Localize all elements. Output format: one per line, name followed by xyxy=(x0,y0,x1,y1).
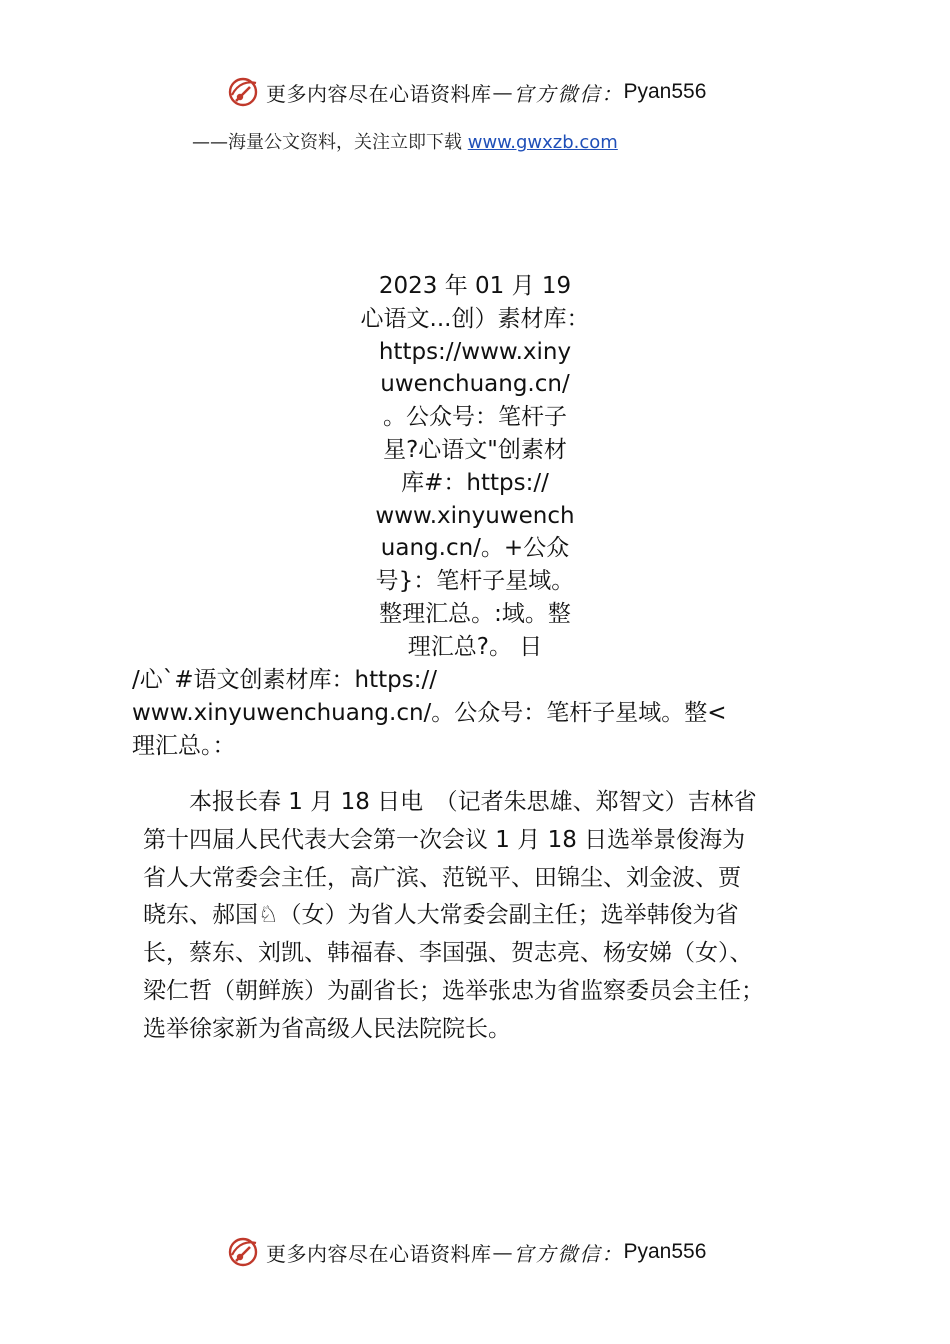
center-line: 。公众号：笔杆子 xyxy=(383,404,567,431)
wide-line: /心`#语文创素材库：https:// xyxy=(132,667,437,693)
banner-title: 更多内容尽在心语资料库 xyxy=(266,1241,492,1266)
banner-wechat-id: Pyan556 xyxy=(623,1240,707,1263)
center-line: 2023 年 01 月 19 xyxy=(378,273,572,299)
center-line: www.xinyuwench xyxy=(375,502,575,529)
wide-text-block xyxy=(132,664,727,763)
footer-banner xyxy=(226,1234,706,1270)
center-line: 整理汇总。:域。整 xyxy=(379,600,571,627)
paragraph-line: 省人大常委会主任，高广滨、范锐平、田锦尘、刘金波、贾 xyxy=(143,864,741,891)
header-banner xyxy=(226,74,706,110)
center-line: https://www.xiny xyxy=(378,338,572,365)
subline-text: ——海量公文资料，关注立即下载 xyxy=(192,132,468,153)
center-line: 星?心语文"创素材 xyxy=(383,436,567,463)
banner-dash: — xyxy=(492,80,513,104)
header-subline xyxy=(192,128,618,154)
paragraph-line: 长，蔡东、刘凯、韩福春、李国强、贺志亮、杨安娣（女）、 xyxy=(143,940,753,967)
banner-wechat-label: 官方微信： xyxy=(513,81,624,106)
brand-logo-icon xyxy=(226,75,260,109)
center-line: 心语文...创）素材库： xyxy=(360,305,590,332)
center-line: uang.cn/。+公众 xyxy=(380,535,570,562)
article-paragraph xyxy=(143,784,833,1049)
banner-dash: — xyxy=(492,1240,513,1264)
paragraph-line: 晓东、郝国♘（女）为省人大常委会副主任；选举韩俊为省 xyxy=(143,902,739,929)
center-line: 号}：笔杆子星域。 xyxy=(375,568,575,595)
wide-line: www.xinyuwenchuang.cn/。公众号：笔杆子星域。整< xyxy=(132,700,727,726)
center-line: 理汇总?。 日 xyxy=(407,633,543,660)
center-line: 库#：https:// xyxy=(401,469,549,496)
paragraph-line: 选举徐家新为省高级人民法院院长。 xyxy=(143,1015,511,1042)
paragraph-line: 第十四届人民代表大会第一次会议 1 月 18 日选举景俊海为 xyxy=(143,826,746,853)
banner-wechat-id: Pyan556 xyxy=(623,80,707,103)
wide-line: 理汇总。： xyxy=(132,733,236,759)
paragraph-line: 本报长春 1 月 18 日电 （记者朱思雄、郑智文）吉林省 xyxy=(143,789,757,815)
brand-logo-icon xyxy=(226,1235,260,1269)
download-link[interactable]: www.gwxzb.com xyxy=(467,132,618,153)
paragraph-line: 梁仁哲（朝鲜族）为副省长；选举张忠为省监察委员会主任； xyxy=(143,977,764,1004)
center-text-block xyxy=(345,270,605,664)
center-line: uwenchuang.cn/ xyxy=(380,371,570,398)
banner-title: 更多内容尽在心语资料库 xyxy=(266,81,492,106)
banner-wechat-label: 官方微信： xyxy=(513,1241,624,1266)
